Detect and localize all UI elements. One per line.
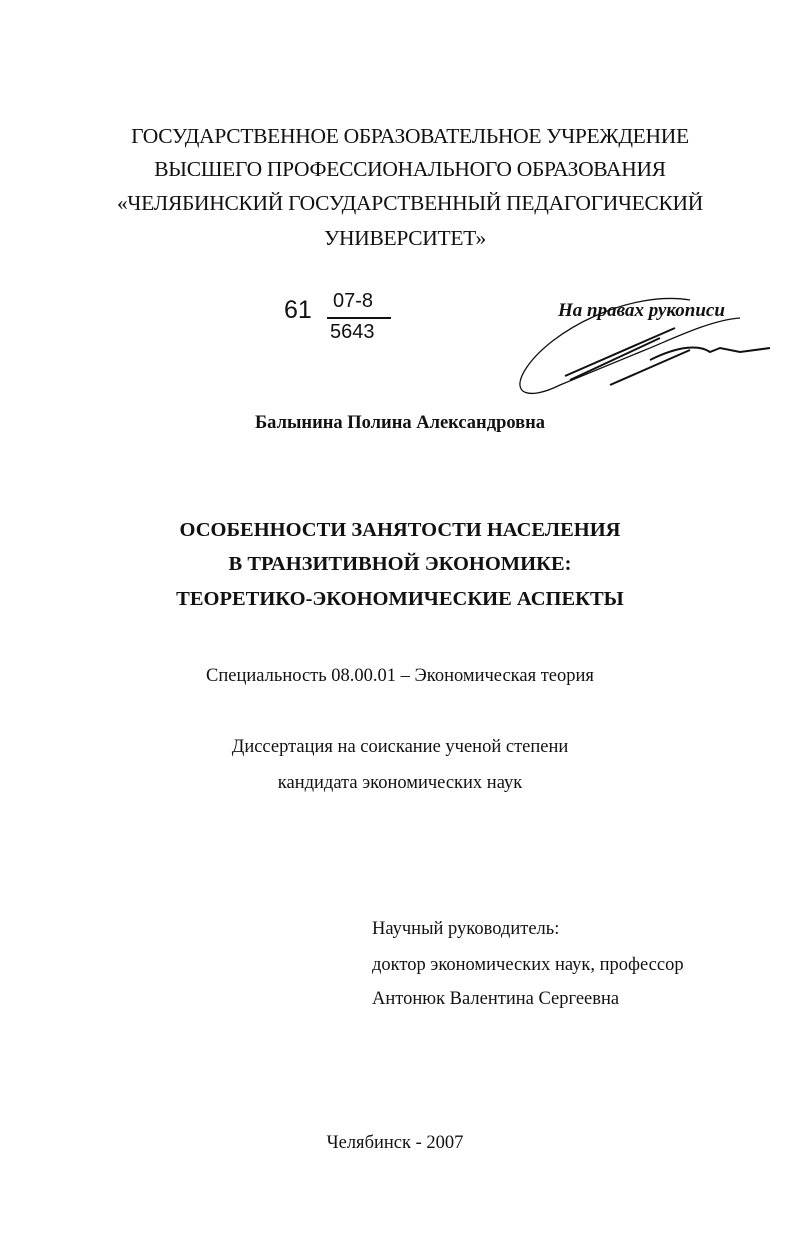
author-name: Балынина Полина Александровна xyxy=(254,413,546,433)
city-year: Челябинск - 2007 xyxy=(326,1133,464,1153)
institution-line-3: «ЧЕЛЯБИНСКИЙ ГОСУДАРСТВЕННЫЙ ПЕДАГОГИЧЕСКИЙ xyxy=(116,191,704,215)
catalog-code-denominator: 5643 xyxy=(330,321,375,343)
supervisor-label: Научный руководитель: xyxy=(372,919,560,939)
institution-line-2: ВЫСШЕГО ПРОФЕССИОНАЛЬНОГО ОБРАЗОВАНИЯ xyxy=(154,157,666,181)
supervisor-degree: доктор экономических наук, профессор xyxy=(372,955,684,975)
degree-line-2: кандидата экономических наук xyxy=(277,773,523,793)
specialty: Специальность 08.00.01 – Экономическая теория xyxy=(206,666,594,686)
institution-line-4: УНИВЕРСИТЕТ» xyxy=(324,226,486,250)
catalog-code-main: 61 xyxy=(284,296,312,324)
catalog-code-numerator: 07-8 xyxy=(333,290,374,312)
fraction-line xyxy=(327,317,391,319)
title-line-1: ОСОБЕННОСТИ ЗАНЯТОСТИ НАСЕЛЕНИЯ xyxy=(179,519,621,541)
title-line-3: ТЕОРЕТИКО-ЭКОНОМИЧЕСКИЕ АСПЕКТЫ xyxy=(176,588,624,610)
rights-note: На правах рукописи xyxy=(558,300,725,321)
signature xyxy=(510,290,790,400)
title-line-2: В ТРАНЗИТИВНОЙ ЭКОНОМИКЕ: xyxy=(228,553,572,575)
institution-line-1: ГОСУДАРСТВЕННОЕ ОБРАЗОВАТЕЛЬНОЕ УЧРЕЖДЕНИЕ xyxy=(131,124,689,148)
supervisor-name: Антонюк Валентина Сергеевна xyxy=(372,989,620,1009)
degree-line-1: Диссертация на соискание ученой степени xyxy=(231,737,569,757)
